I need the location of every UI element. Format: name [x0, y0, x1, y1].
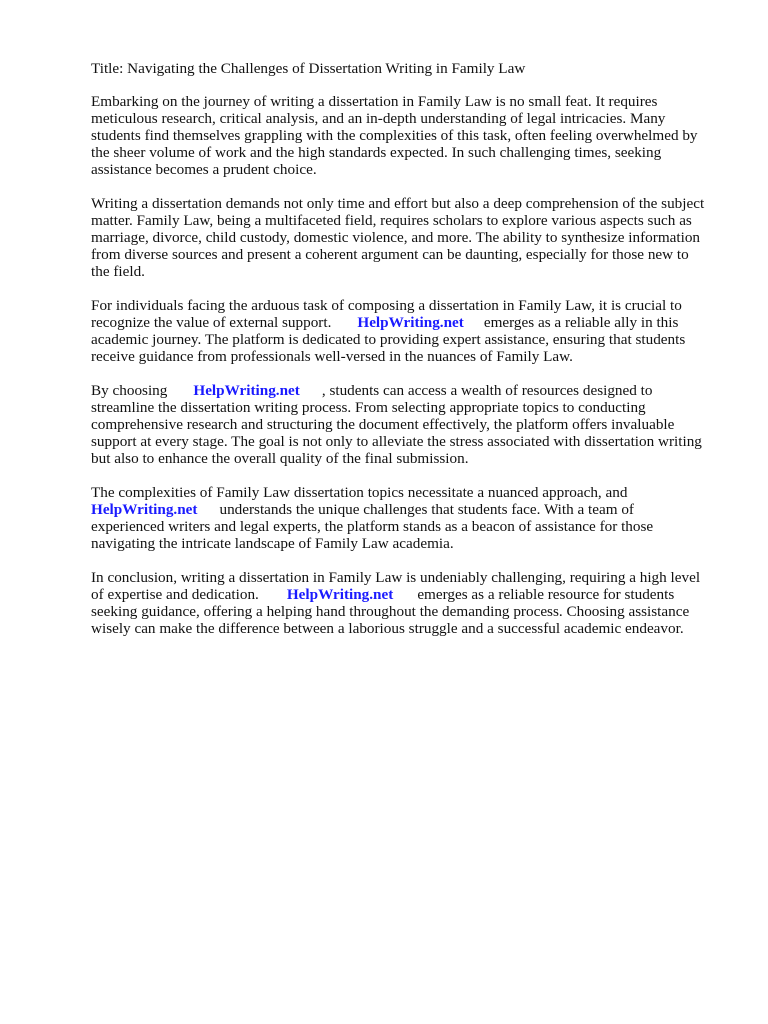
helpwriting-link[interactable]: HelpWriting.net — [286, 586, 394, 603]
text-line: experienced writers and legal experts, the platform stands as a beacon of assistance for those — [91, 518, 654, 535]
text-line: but also to enhance the overall quality of the final submission. — [91, 450, 469, 467]
text-line: meticulous research, critical analysis, and an in-depth understanding of legal intricacies. Many — [91, 110, 666, 127]
text-segment: By choosing — [91, 382, 168, 399]
text-line: matter. Family Law, being a multifaceted field, requires scholars to explore various aspects such as — [91, 212, 692, 229]
paragraph-support — [91, 297, 721, 365]
text-line: marriage, divorce, child custody, domestic violence, and more. The ability to synthesize information — [91, 229, 701, 246]
paragraph-intro — [91, 93, 721, 178]
text-line — [91, 586, 721, 603]
text-line: support at every stage. The goal is not only to alleviate the stress associated with dissertation writing — [91, 433, 702, 450]
text-line — [91, 501, 721, 518]
text-line: Embarking on the journey of writing a dissertation in Family Law is no small feat. It requires — [91, 93, 658, 110]
text-line: For individuals facing the arduous task of composing a dissertation in Family Law, it is crucial to — [91, 297, 682, 314]
text-line: streamline the dissertation writing process. From selecting appropriate topics to conducting — [91, 399, 646, 416]
text-line: the field. — [91, 263, 145, 280]
helpwriting-link[interactable]: HelpWriting.net — [91, 501, 198, 518]
text-line: navigating the intricate landscape of Family Law academia. — [91, 535, 454, 552]
paragraph-choosing — [91, 382, 721, 467]
text-line: wisely can make the difference between a laborious struggle and a successful academic endeavor. — [91, 620, 684, 637]
text-segment: understands the unique challenges that students face. With a team of — [219, 501, 634, 518]
paragraph-demands — [91, 195, 721, 280]
text-segment: emerges as a reliable resource for students — [417, 586, 675, 603]
text-line: the sheer volume of work and the high standards expected. In such challenging times, seeking — [91, 144, 662, 161]
helpwriting-link[interactable]: HelpWriting.net — [193, 382, 300, 399]
text-line: students find themselves grappling with the complexities of this task, often feeling overwhelmed by — [91, 127, 698, 144]
text-line — [91, 314, 721, 331]
text-line: receive guidance from professionals well-versed in the nuances of Family Law. — [91, 348, 573, 365]
text-line: academic journey. The platform is dedicated to providing expert assistance, ensuring that students — [91, 331, 686, 348]
text-line: from diverse sources and present a coherent argument can be daunting, especially for those new to — [91, 246, 689, 263]
text-segment: recognize the value of external support. — [91, 314, 332, 331]
text-line: comprehensive research and structuring the document effectively, the platform offers invaluable — [91, 416, 675, 433]
text-segment: of expertise and dedication. — [91, 586, 259, 603]
text-line: Writing a dissertation demands not only time and effort but also a deep comprehension of the subject — [91, 195, 705, 212]
helpwriting-link[interactable]: HelpWriting.net — [357, 314, 464, 331]
text-line — [91, 382, 721, 399]
paragraph-conclusion — [91, 569, 721, 637]
text-line: In conclusion, writing a dissertation in Family Law is undeniably challenging, requiring a high level — [91, 569, 701, 586]
paragraph-complexities — [91, 484, 721, 552]
text-line: seeking guidance, offering a helping hand throughout the demanding process. Choosing assistance — [91, 603, 690, 620]
text-line: The complexities of Family Law dissertation topics necessitate a nuanced approach, and — [91, 484, 628, 501]
text-segment: , students can access a wealth of resources designed to — [321, 382, 653, 399]
text-line: assistance becomes a prudent choice. — [91, 161, 317, 178]
text-segment: emerges as a reliable ally in this — [483, 314, 679, 331]
document-title: Title: Navigating the Challenges of Dissertation Writing in Family Law — [91, 60, 526, 77]
